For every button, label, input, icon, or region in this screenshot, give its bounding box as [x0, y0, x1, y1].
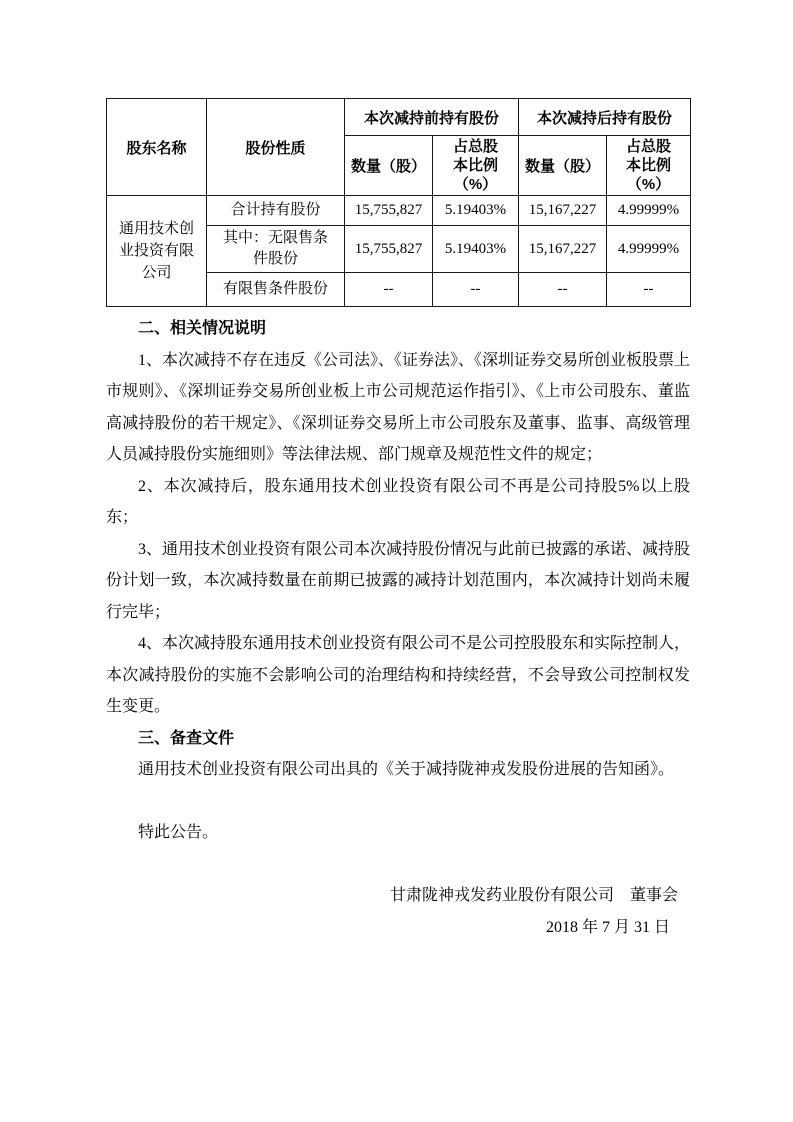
announcement-body: [106, 313, 690, 943]
cell-after-qty: --: [519, 273, 607, 307]
closing-statement: 特此公告。: [138, 824, 219, 841]
signature-company-board: 甘肃陇神戎发药业股份有限公司 董事会: [389, 887, 678, 904]
header-shareholder-name: 股东名称: [107, 99, 207, 196]
cell-after-qty: 15,167,227: [519, 226, 607, 273]
header-after-reduction-group: 本次减持后持有股份: [519, 99, 691, 136]
cell-before-qty: 15,755,827: [345, 226, 433, 273]
related-item-3: 3、通用技术创业投资有限公司本次减持股份情况与此前已披露的承诺、减持股份计划一致，本次减持数量在前期已披露的减持计划范围内，本次减持计划尚未履行完毕；: [106, 540, 691, 621]
signature-date: 2018 年 7 月 31 日: [545, 918, 670, 936]
quantity-header-label: 数量（股）: [350, 158, 426, 175]
header-share-nature: 股份性质: [207, 99, 345, 196]
table-header-row-groups: [107, 99, 691, 136]
cell-after-qty: 15,167,227: [519, 196, 607, 226]
cell-before-ratio: 5.19403%: [433, 196, 519, 226]
header-before-ratio: [433, 136, 519, 196]
table-row-total-shares: [107, 196, 691, 226]
related-item-1: 1、本次减持不存在违反《公司法》、《证券法》、《深圳证券交易所创业板股票上市规则》、《深圳证券交易所创业板上市公司规范运作指引》、《上市公司股东、董监高减持股份的若干规定》、《深圳证券交易所上市公司股东及董事、监事、高级管理人员减持股份实施细则》等法律法规、部门规章及规范性文件的规定；: [106, 351, 691, 463]
nature-text: 其中：无限售条件股份: [222, 230, 328, 267]
ratio-header-label: 占总股本比例（%）: [452, 138, 498, 193]
cell-shareholder-name: [107, 196, 207, 307]
nature-text: 合计持有股份: [230, 202, 321, 218]
header-before-reduction-group: 本次减持前持有股份: [345, 99, 519, 136]
cell-nature: [207, 273, 345, 307]
cell-after-ratio: 4.99999%: [607, 226, 691, 273]
cell-before-qty: --: [345, 273, 433, 307]
cell-before-ratio: --: [433, 273, 519, 307]
header-after-quantity: [519, 136, 607, 196]
cell-nature: [207, 196, 345, 226]
cell-before-ratio: 5.19403%: [433, 226, 519, 273]
cell-after-ratio: 4.99999%: [607, 196, 691, 226]
cell-after-ratio: --: [607, 273, 691, 307]
ratio-header-label: 占总股本比例（%）: [626, 138, 672, 193]
spacer: [106, 786, 690, 818]
quantity-header-label: 数量（股）: [525, 158, 601, 175]
nature-text: 有限售条件股份: [222, 281, 328, 297]
document-content: [106, 98, 690, 943]
cell-nature: [207, 226, 345, 273]
header-before-quantity: [345, 136, 433, 196]
related-item-4: 4、本次减持股东通用技术创业投资有限公司不是公司控股股东和实际控制人，本次减持股份的实施不会影响公司的治理结构和持续经营，不会导致公司控制权发生变更。: [106, 635, 691, 715]
cell-before-qty: 15,755,827: [345, 196, 433, 226]
reference-document-text: 通用技术创业投资有限公司出具的《关于减持陇神戎发股份进展的告知函》。: [138, 761, 675, 778]
header-after-ratio: [607, 136, 691, 196]
section-heading-related-info: 二、相关情况说明: [138, 320, 267, 337]
section-heading-reference-documents: 三、备查文件: [138, 729, 235, 747]
related-item-2: 2、本次减持后，股东通用技术创业投资有限公司不再是公司持股5%以上股东；: [106, 477, 690, 526]
spacer: [106, 849, 690, 881]
holdings-table: [106, 98, 691, 307]
shareholder-name-text: 通用技术创业投资有限公司: [118, 221, 194, 281]
